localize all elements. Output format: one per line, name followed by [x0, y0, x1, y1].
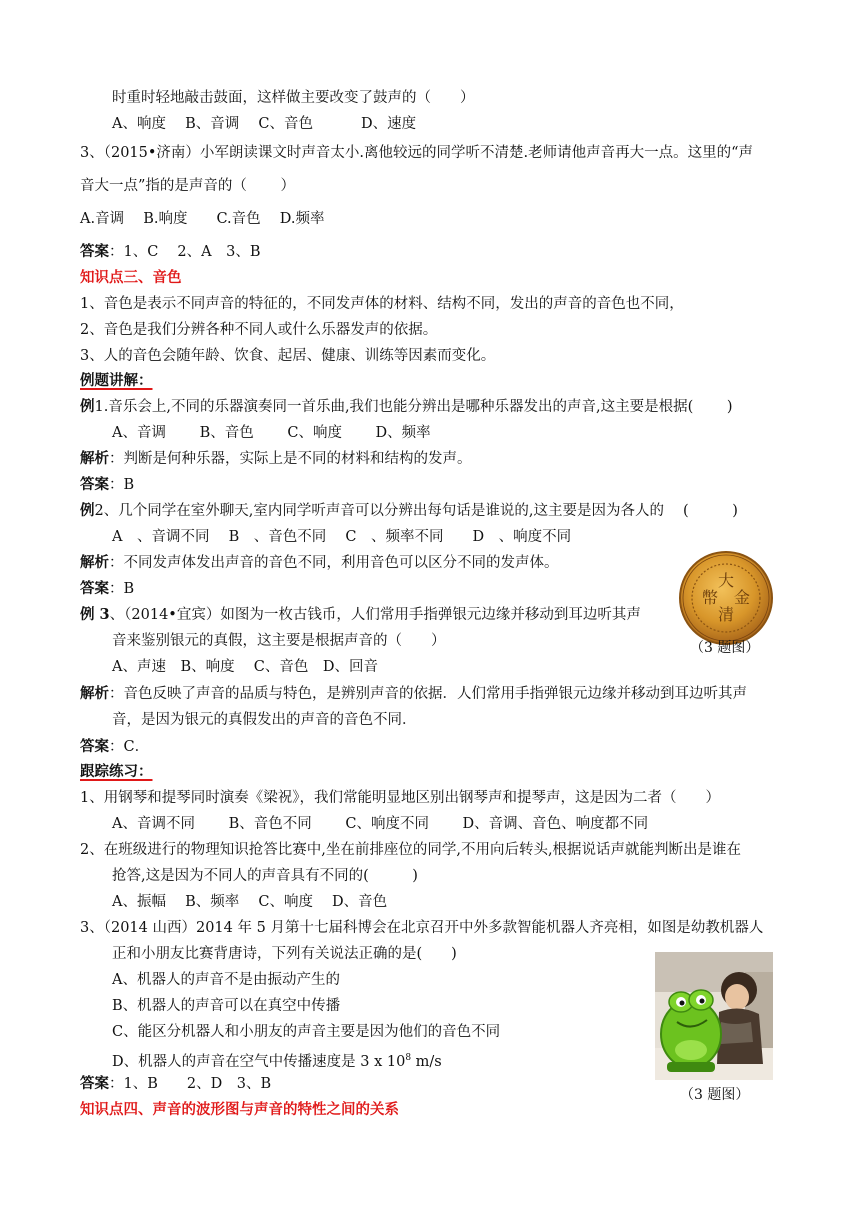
analysis-1-text: ：判断是何种乐器，实际上是不同的材料和结构的发声。 [109, 451, 472, 467]
option-d-exponent: 8 [405, 1053, 412, 1063]
analysis-label: 解析 [80, 554, 109, 571]
answer-text: ：1、B 2、D 3、B [109, 1076, 272, 1092]
answer-label: 答案 [80, 738, 109, 755]
practice-question-3-option-a: A、机器人的声音不是由振动产生的 [112, 972, 340, 988]
answer-text: ：B [109, 477, 135, 493]
example-2 [80, 501, 738, 521]
analysis-label: 解析 [80, 450, 109, 467]
robot-child-photo [655, 952, 773, 1080]
practice-question-3-option-b: B、机器人的声音可以在真空中传播 [112, 998, 341, 1014]
answer-example-3 [80, 737, 149, 757]
example-2-text: 2、几个同学在室外聊天,室内同学听声音可以分辨出每句话是谁说的,这主要是因为各人的 ( ) [94, 503, 738, 519]
analysis-1 [80, 449, 472, 469]
coin-char-3: 清 [717, 605, 735, 624]
practice-heading: 跟踪练习： [80, 763, 153, 780]
timbre-point-3: 3、人的音色会随年龄、饮食、起居、健康、训练等因素而变化。 [80, 348, 496, 364]
example-3-text-line2: 音来鉴别银元的真假，这主要是根据声音的（ ） [112, 633, 446, 649]
answer-text: ：B [109, 581, 135, 597]
answer-example-2 [80, 579, 134, 599]
answer-label: 答案 [80, 476, 109, 493]
practice-question-2-line2: 抢答,这是因为不同人的声音具有不同的( ) [112, 868, 418, 884]
analysis-3 [80, 684, 747, 704]
coin-figure-caption: （3 题图） [690, 640, 760, 656]
answer-example-1 [80, 475, 134, 495]
option-d-text: D、机器人的声音在空气中传播速度是 3 x 10 [112, 1053, 406, 1070]
timbre-point-1: 1、音色是表示不同声音的特征的，不同发声体的材料、结构不同，发出的声音的音色也不同， [80, 296, 684, 312]
practice-question-2-options: A、振幅 B、频率 C、响度 D、音色 [112, 894, 388, 910]
question-3-text: 3、（2015•济南）小军朗读课文时声音太小.离他较远的同学听不清楚.老师请他声音再大一点。这里的“声 [80, 145, 754, 161]
question-3-options: A.音调 B.响度 C.音色 D.频率 [80, 211, 325, 227]
coin-char-2: 金 [733, 588, 751, 607]
answer-line-1 [80, 242, 261, 262]
practice-question-1-options: A、音调不同 B、音色不同 C、响度不同 D、音调、音色、响度都不同 [112, 816, 649, 832]
robot-figure-caption: （3 题图） [680, 1087, 750, 1103]
example-label: 例 3 [80, 606, 110, 623]
practice-question-2: 2、在班级进行的物理知识抢答比赛中,坐在前排座位的同学,不用向后转头,根据说话声就能判断出是谁在 [80, 842, 742, 858]
example-3-options: A、声速 B、响度 C、音色 D、回音 [112, 659, 378, 675]
answer-text: ：C． [109, 739, 150, 755]
analysis-2-text: ：不同发声体发出声音的音色不同，利用音色可以区分不同的发声体。 [109, 555, 559, 571]
knowledge-point-3-heading: 知识点三、音色 [80, 269, 182, 286]
option-d-unit: m/s [411, 1053, 442, 1070]
example-label: 例 [80, 502, 95, 519]
example-1-text: 1.音乐会上,不同的乐器演奏同一首乐曲,我们也能分辨出是哪种乐器发出的声音,这主要是根据( ) [94, 399, 733, 415]
timbre-point-2: 2、音色是我们分辨各种不同人或什么乐器发声的依据。 [80, 322, 438, 338]
coin-char-1: 大 [717, 571, 735, 590]
answer-text: ：1、C 2、A 3、B [109, 244, 261, 260]
answer-line-practice [80, 1074, 271, 1094]
answer-label: 答案 [80, 243, 109, 260]
ancient-coin-image [678, 550, 774, 646]
examples-heading: 例题讲解： [80, 372, 153, 389]
question-3-text-line2: 音大一点”指的是声音的（ ） [80, 178, 296, 194]
knowledge-point-4-heading: 知识点四、声音的波形图与声音的特性之间的关系 [80, 1101, 399, 1118]
answer-label: 答案 [80, 580, 109, 597]
analysis-3-text-line2: 音，是因为银元的真假发出的声音的音色不同． [112, 712, 417, 728]
practice-question-3-line2: 正和小朋友比赛背唐诗，下列有关说法正确的是( ) [112, 946, 457, 962]
coin-char-4: 幣 [701, 588, 719, 607]
question-2-continuation: 时重时轻地敲击鼓面，这样做主要改变了鼓声的（ ） [112, 90, 475, 106]
example-2-options: A 、音调不同 B 、音色不同 C 、频率不同 D 、响度不同 [112, 529, 572, 545]
analysis-3-text: ：音色反映了声音的品质与特色，是辨别声音的依据．人们常用手指弹银元边缘并移动到耳边听其声 [109, 686, 747, 702]
analysis-label: 解析 [80, 685, 109, 702]
example-label: 例 [80, 398, 95, 415]
example-3-text: 、（2014•宜宾）如图为一枚古钱币，人们常用手指弹银元边缘并移动到耳边听其声 [109, 607, 641, 623]
example-1-options: A、音调 B、音色 C、响度 D、频率 [112, 425, 431, 441]
practice-question-3: 3、（2014 山西）2014 年 5 月第十七届科博会在北京召开中外多款智能机器人齐亮相，如图是幼教机器人 [80, 920, 764, 936]
answer-label: 答案 [80, 1075, 109, 1092]
analysis-2 [80, 553, 559, 573]
practice-question-3-option-c: C、能区分机器人和小朋友的声音主要是因为他们的音色不同 [112, 1024, 501, 1040]
question-2-options: A、响度 B、音调 C、音色 D、速度 [112, 116, 417, 132]
practice-question-3-option-d [112, 1048, 442, 1072]
example-3 [80, 605, 641, 625]
practice-question-1: 1、用钢琴和提琴同时演奏《梁祝》，我们常能明显地区别出钢琴声和提琴声，这是因为二者（ ） [80, 790, 720, 806]
example-1 [80, 397, 733, 417]
